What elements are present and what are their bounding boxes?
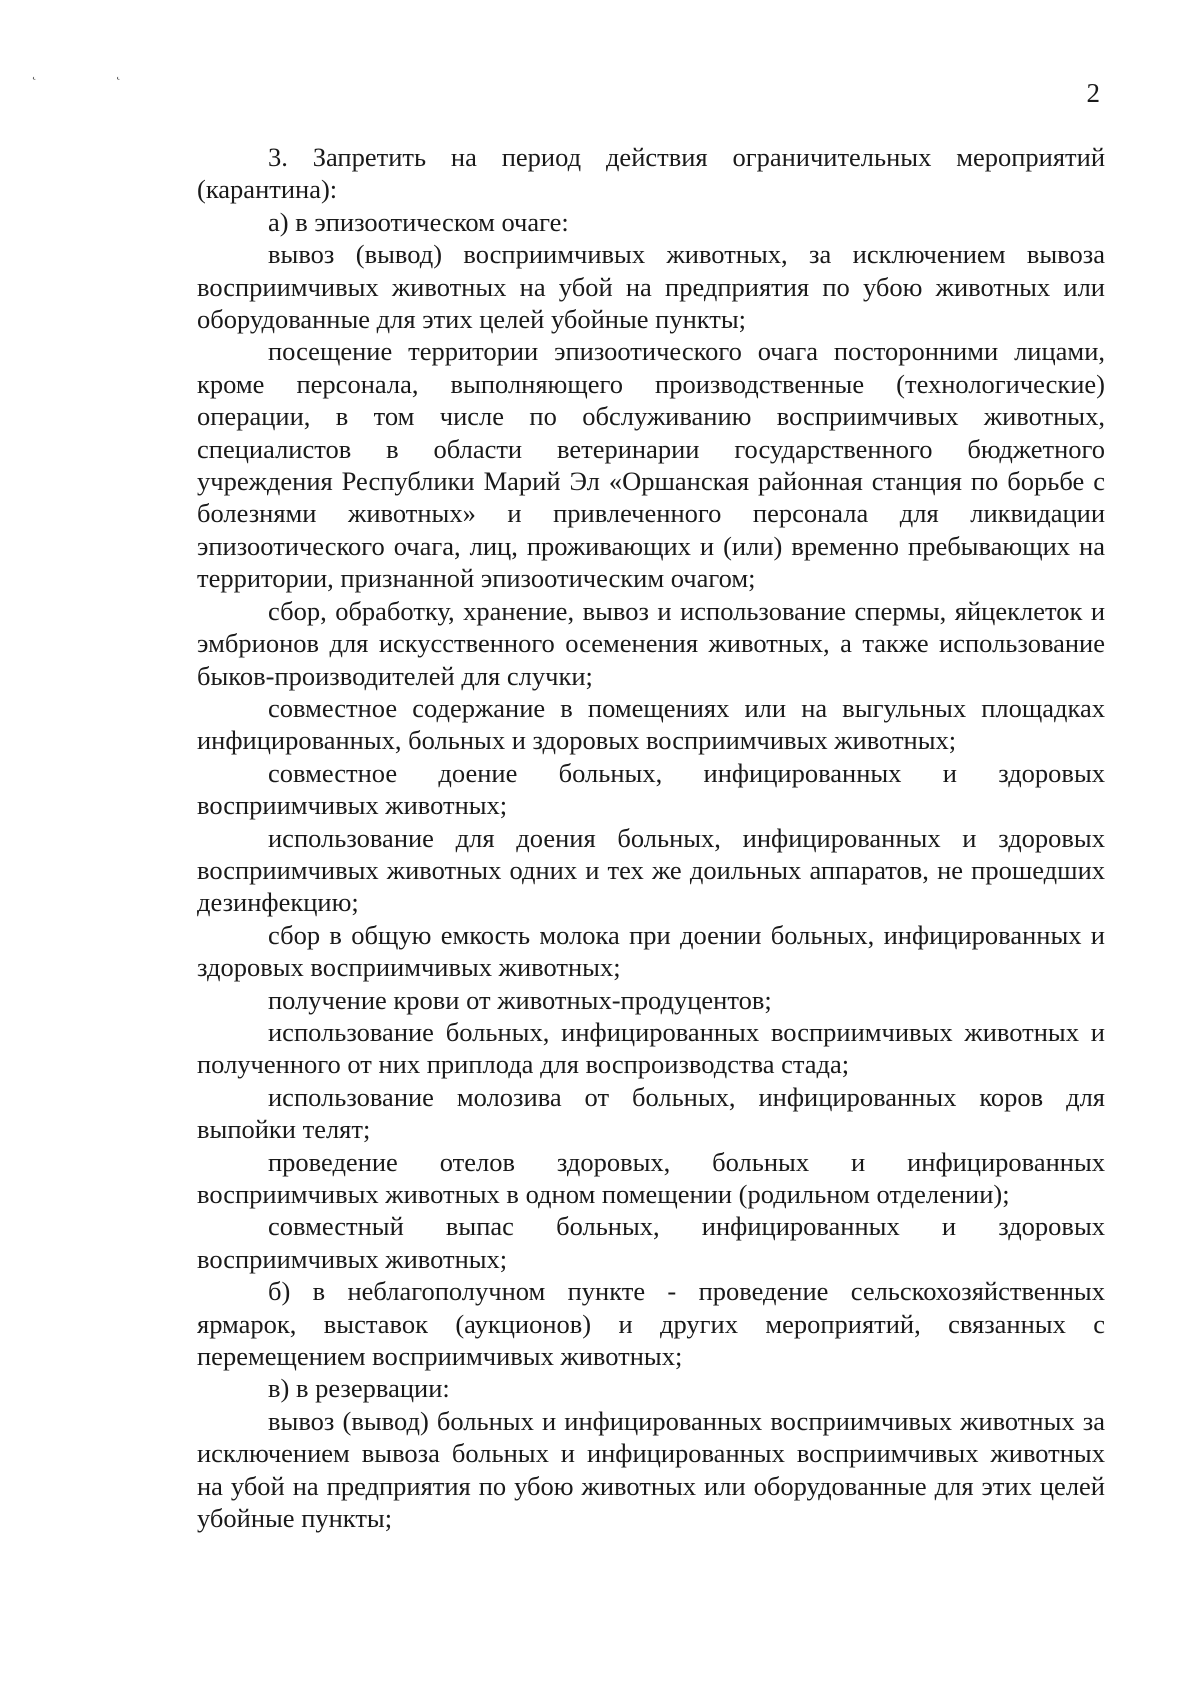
paragraph-item-3: 3. Запретить на период действия ограничительных мероприятий (карантина):: [197, 142, 1105, 205]
paragraph-subitem-v: в) в резервации:: [268, 1373, 450, 1404]
document-body: [197, 141, 1105, 1534]
paragraph: использование больных, инфицированных восприимчивых животных и полученного от них приплода для воспроизводства стада;: [197, 1016, 1105, 1080]
paragraph: совместный выпас больных, инфицированных и здоровых восприимчивых животных;: [197, 1211, 1105, 1274]
paragraph: проведение отелов здоровых, больных и инфицированных восприимчивых животных в одном помещении (родильном отделении);: [197, 1146, 1105, 1209]
paragraph: сбор в общую емкость молока при доении больных, инфицированных и здоровых восприимчивых животных;: [197, 919, 1105, 983]
paragraph: посещение территории эпизоотического очага посторонними лицами, кроме персонала, выполняющего производственные (технологические) операции, в том числе по обслуживанию восприимчивых животных, специалистов в области ветеринарии государственного бюджетного учреждения Республики Марий Эл «Оршанская районная станция по борьбе с болезнями животных» и привлеченного персонала для ликвидации эпизоотического очага, лиц, проживающих и (или) временно пребывающих на территории, признанной эпизоотическим очагом;: [197, 336, 1105, 594]
paragraph: использование для доения больных, инфицированных и здоровых восприимчивых животных одних и тех же доильных аппаратов, не прошедших дезинфекцию;: [197, 822, 1105, 918]
paragraph: сбор, обработку, хранение, вывоз и использование спермы, яйцеклеток и эмбрионов для искусственного осеменения животных, а также использование быков-производителей для случки;: [197, 595, 1105, 691]
paragraph: совместное доение больных, инфицированных и здоровых восприимчивых животных;: [197, 757, 1105, 821]
paragraph-subitem-b: б) в неблагополучном пункте - проведение сельскохозяйственных ярмарок, выставок (аукционов) и других мероприятий, связанных с перемещением восприимчивых животных;: [197, 1276, 1105, 1372]
paragraph: совместное содержание в помещениях или на выгульных площадках инфицированных, больных и здоровых восприимчивых животных;: [197, 692, 1105, 756]
page-number: 2: [1086, 78, 1100, 108]
paragraph: вывоз (вывод) больных и инфицированных восприимчивых животных за исключением вывоза больных и инфицированных восприимчивых животных на убой на предприятия по убою животных или оборудованные для этих целей убойные пункты;: [197, 1405, 1105, 1534]
paragraph: вывоз (вывод) восприимчивых животных, за исключением вывоза восприимчивых животных на убой на предприятия по убою животных или оборудованные для этих целей убойные пункты;: [197, 239, 1105, 335]
paragraph: использование молозива от больных, инфицированных коров для выпойки телят;: [197, 1081, 1105, 1145]
paragraph: получение крови от животных-продуцентов;: [268, 984, 772, 1015]
paragraph-subitem-a: а) в эпизоотическом очаге:: [268, 206, 569, 237]
scan-marks: ˛ ˛: [32, 66, 159, 81]
